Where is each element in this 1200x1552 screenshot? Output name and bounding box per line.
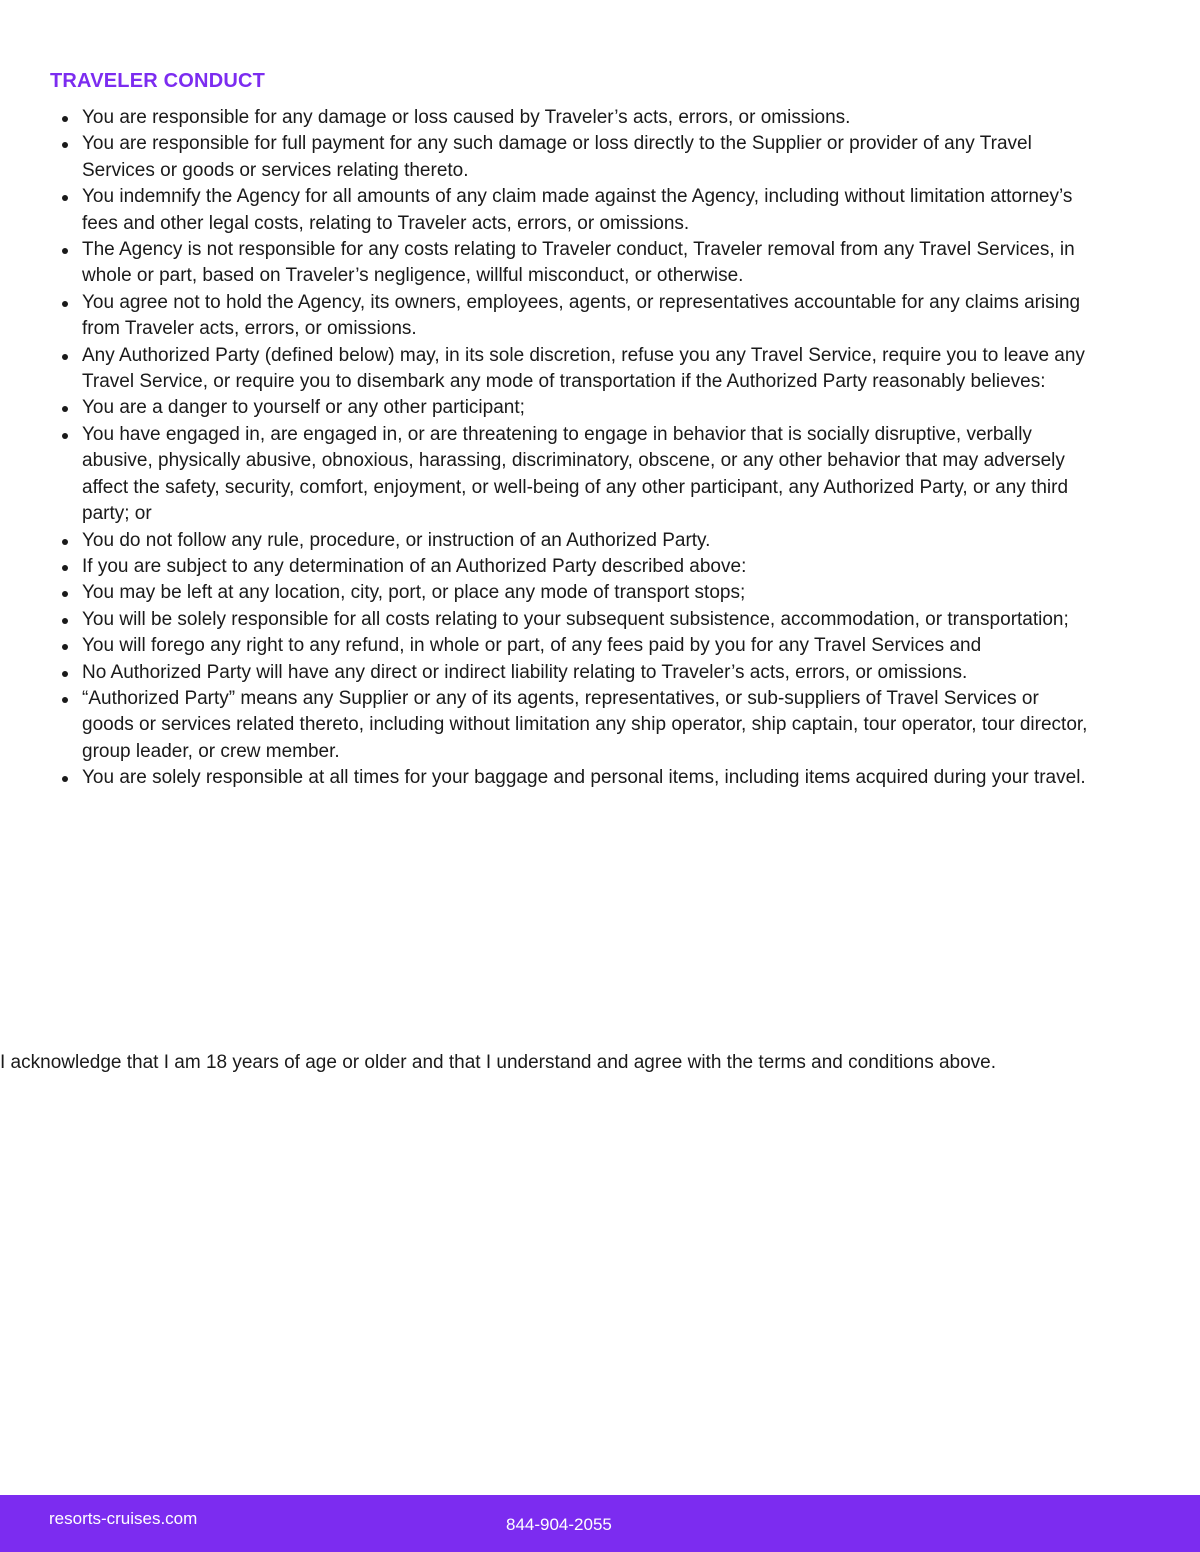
traveler-conduct-list (82, 105, 1092, 792)
list-item: You do not follow any rule, procedure, or instruction of an Authorized Party. (82, 528, 1092, 554)
footer-phone-number[interactable]: 844-904-2055 (506, 1515, 612, 1534)
acknowledgement-text: I acknowledge that I am 18 years of age or older and that I understand and agree with the terms and conditions above. (0, 1052, 997, 1073)
section-title: TRAVELER CONDUCT (50, 70, 266, 92)
list-item: No Authorized Party will have any direct or indirect liability relating to Traveler’s acts, errors, or omissions. (82, 660, 1092, 686)
list-item: You are responsible for any damage or loss caused by Traveler’s acts, errors, or omissions. (82, 105, 1092, 131)
list-item: You are solely responsible at all times for your baggage and personal items, including items acquired during your travel. (82, 765, 1092, 791)
list-item: You will forego any right to any refund, in whole or part, of any fees paid by you for any Travel Services and (82, 633, 1092, 659)
list-item: If you are subject to any determination of an Authorized Party described above: (82, 554, 1092, 580)
list-item: You may be left at any location, city, port, or place any mode of transport stops; (82, 580, 1092, 606)
list-item: You will be solely responsible for all costs relating to your subsequent subsistence, accommodation, or transportation; (82, 607, 1092, 633)
footer-bar (0, 1495, 1200, 1552)
list-item: You have engaged in, are engaged in, or are threatening to engage in behavior that is socially disruptive, verbally abusive, physically abusive, obnoxious, harassing, discriminatory, obscene, or any other behavior that may adversely affect the safety, security, comfort, enjoyment, or well-being of any other participant, any Authorized Party, or any third party; or (82, 422, 1092, 528)
list-item: You are responsible for full payment for any such damage or loss directly to the Supplier or provider of any Travel Services or goods or services relating thereto. (82, 131, 1092, 184)
list-item: “Authorized Party” means any Supplier or any of its agents, representatives, or sub-suppliers of Travel Services or goods or services related thereto, including without limitation any ship operator, ship captain, tour operator, tour director, group leader, or crew member. (82, 686, 1092, 765)
list-item: You indemnify the Agency for all amounts of any claim made against the Agency, including without limitation attorney’s fees and other legal costs, relating to Traveler acts, errors, or omissions. (82, 184, 1092, 237)
list-item: Any Authorized Party (defined below) may, in its sole discretion, refuse you any Travel Service, require you to leave any Travel Service, or require you to disembark any mode of transportation if the Authorized Party reasonably believes: (82, 343, 1092, 396)
list-item: The Agency is not responsible for any costs relating to Traveler conduct, Traveler removal from any Travel Services, in whole or part, based on Traveler’s negligence, willful misconduct, or otherwise. (82, 237, 1092, 290)
list-item: You are a danger to yourself or any other participant; (82, 395, 1092, 421)
list-item: You agree not to hold the Agency, its owners, employees, agents, or representatives accountable for any claims arising from Traveler acts, errors, or omissions. (82, 290, 1092, 343)
footer-website-link[interactable]: resorts-cruises.com (49, 1509, 198, 1528)
